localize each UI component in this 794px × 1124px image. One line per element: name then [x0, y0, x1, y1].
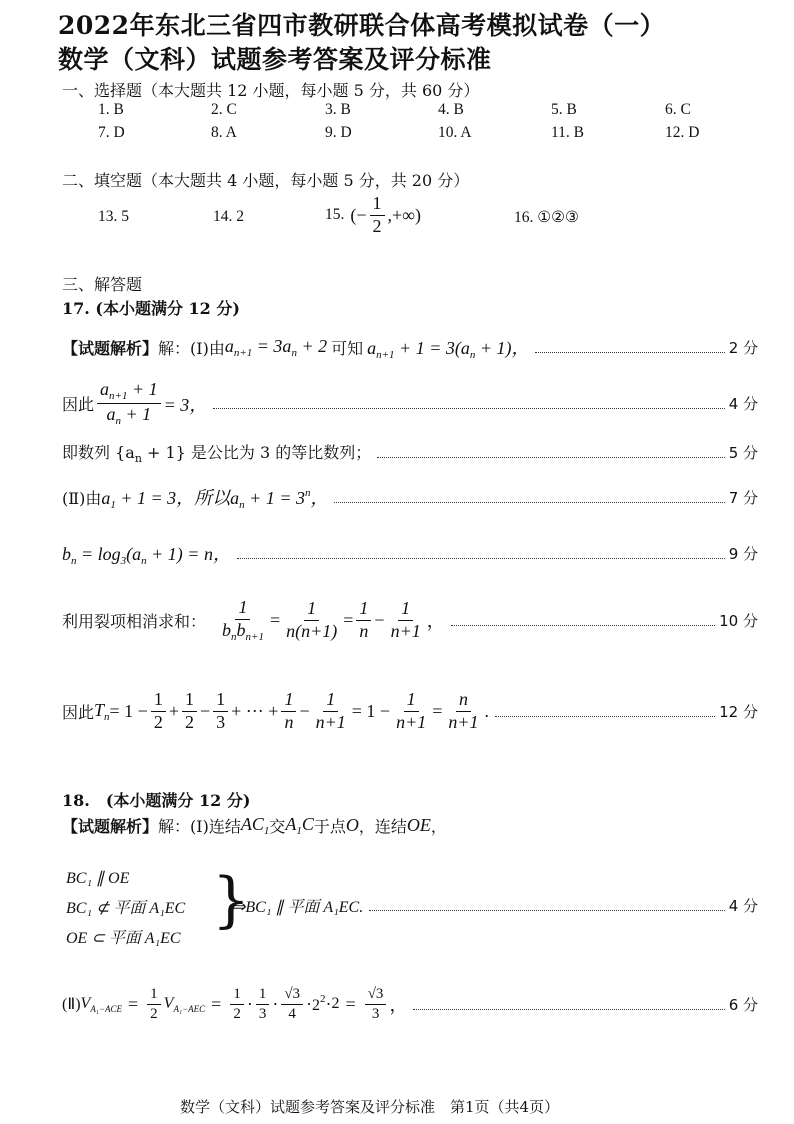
leader-dots [535, 342, 724, 353]
leader-dots [334, 492, 724, 503]
mc-answer-7: 7. D [98, 124, 125, 141]
fraction: $\frac{a_{n+1} + 1}{a_n + 1}$ [97, 380, 161, 427]
leader-dots [413, 999, 724, 1010]
fraction: $\frac{1}{n+1}$ [315, 689, 346, 732]
fraction: $\frac{1}{n}$ [281, 690, 296, 733]
problem-17-title: 17. (本小题满分 12 分) [62, 299, 240, 318]
page-subtitle: 数学（文科）试题参考答案及评分标准 [58, 45, 492, 74]
mc-answer-8: 8. A [211, 124, 237, 141]
fraction: $\frac{1}{2}$ [230, 986, 244, 1022]
fraction: $\frac{1}{n+1}$ [390, 598, 421, 641]
score-mark: 2 分 [728, 339, 758, 357]
p17-step-4: (Ⅱ)由 $a_1 + 1 = 3$，所以$a_n + 1 = 3^n$， 7 分 [62, 487, 758, 511]
mc-answer-5: 5. B [551, 101, 577, 118]
score-mark: 10 分 [719, 611, 758, 630]
problem-18-title: 18. (本小题满分 12 分) [62, 791, 251, 810]
fraction: $\frac{1}{2}$ [182, 690, 197, 733]
score-mark: 4 分 [728, 395, 758, 414]
p17-step-7: 因此 $T_n$ = 1 − $\frac{1}{2}$ + $\frac{1}{2}$ − $\frac{1}{3}$ + ··· + $\frac{1}{n}$ − $\frac{1}{n+1}$ = 1 − $\frac{1}{n+1}$ = $\frac{n}{n+1}$ . 12 分 [62, 689, 758, 732]
page-title: 2022年东北三省四市教研联合体高考模拟试卷（一） [58, 11, 666, 40]
p18-step-1: 【试题解析】 解： (Ⅰ)连结 $AC_1$ 交 $A_1C$ 于点 O ，连结 OE ， [62, 814, 447, 837]
p17-step-3: 即数列 $\{a_n + 1\}$ 是公比为 3 的等比数列； 5 分 [62, 443, 758, 465]
fraction: $\frac{n}{n+1}$ [448, 689, 479, 732]
fraction: $\frac{1}{2}$ [147, 986, 161, 1022]
leader-dots [377, 447, 724, 458]
score-mark: 7 分 [728, 489, 758, 507]
fill-answer-13: 13. 5 [98, 208, 129, 225]
leader-dots [451, 615, 715, 626]
fraction: $\frac{√3}{3}$ [365, 986, 387, 1022]
score-mark: 6 分 [728, 995, 758, 1014]
p17-step-1: 【试题解析】 解： (Ⅰ)由 $a_{n+1} = 3a_n + 2$ 可知 $a_{n+1} + 1 = 3(a_n + 1)$， 2 分 [62, 336, 758, 361]
mc-answer-4: 4. B [438, 101, 464, 118]
leader-dots [495, 706, 715, 717]
fraction: $\frac{1}{n}$ [356, 599, 371, 642]
leader-dots [237, 548, 725, 559]
mc-answer-1: 1. B [98, 101, 124, 118]
leader-dots [213, 398, 724, 409]
score-mark: 12 分 [719, 702, 758, 721]
fraction: $\frac{√3}{4}$ [281, 986, 303, 1022]
score-mark: 5 分 [728, 444, 758, 462]
p18-conditions: BC₁ ∥ OE BC₁ ⊄ 平面 A₁EC OE ⊂ 平面 A₁EC [66, 870, 186, 947]
section3-heading: 三、解答题 [62, 275, 143, 294]
mc-answer-11: 11. B [551, 124, 585, 141]
p17-step-2: 因此 $\frac{a_{n+1} + 1}{a_n + 1}$ = 3， 4 分 [62, 379, 758, 428]
fraction: $\frac{1}{n+1}$ [396, 689, 427, 732]
right-brace: } [212, 865, 251, 935]
leader-dots [369, 900, 724, 911]
score-mark: 4 分 [728, 897, 758, 915]
fill-answer-16: 16. ①②③ [514, 209, 579, 226]
fraction: $\frac{1}{3}$ [213, 690, 228, 733]
mc-answer-12: 12. D [665, 124, 700, 141]
fill-answer-15: 15. (− $\frac{1}{2}$ ,+∞) [325, 193, 422, 236]
score-mark: 9 分 [728, 545, 758, 563]
p18-step-2: (Ⅱ) $V_{A_1-ACE}$ = $\frac{1}{2}$ $V_{A_1-AEC}$ = $\frac{1}{2}$ · $\frac{1}{3}$ · $\frac{√3}{4}$ · $2^2$ · 2 = $\frac{√3}{3}$ ， 6 分 [62, 986, 758, 1022]
section1-heading: 一、选择题（本大题共 12 小题，每小题 5 分，共 60 分） [62, 81, 480, 100]
mc-answer-3: 3. B [325, 101, 351, 118]
mc-answer-2: 2. C [211, 101, 237, 118]
p18-conclusion: ⇒BC₁ ∥ 平面 A₁EC. 4 分 [232, 897, 758, 916]
fraction: $\frac{1}{n(n+1)}$ [286, 598, 338, 641]
mc-answer-6: 6. C [665, 101, 691, 118]
page-footer: 数学（文科）试题参考答案及评分标准 第1页（共4页） [180, 1098, 560, 1116]
section2-heading: 二、填空题（本大题共 4 小题，每小题 5 分，共 20 分） [62, 171, 470, 190]
fill-answer-14: 14. 2 [213, 208, 244, 225]
p17-step-5: $b_n = \log_3(a_n + 1) = n$， 9 分 [62, 544, 758, 567]
fraction: $\frac{1}{b_nb_{n+1}}$ [222, 597, 264, 643]
p17-step-6: 利用裂项相消求和： $\frac{1}{b_nb_{n+1}}$ = $\frac{1}{n(n+1)}$ = $\frac{1}{n}$ − $\frac{1}{n+1}$ ， 10 分 [62, 597, 758, 643]
fraction: $\frac{1}{2}$ [370, 194, 385, 237]
fraction: $\frac{1}{2}$ [151, 690, 166, 733]
mc-answer-10: 10. A [438, 124, 472, 141]
fraction: $\frac{1}{3}$ [256, 986, 270, 1022]
mc-answer-9: 9. D [325, 124, 352, 141]
